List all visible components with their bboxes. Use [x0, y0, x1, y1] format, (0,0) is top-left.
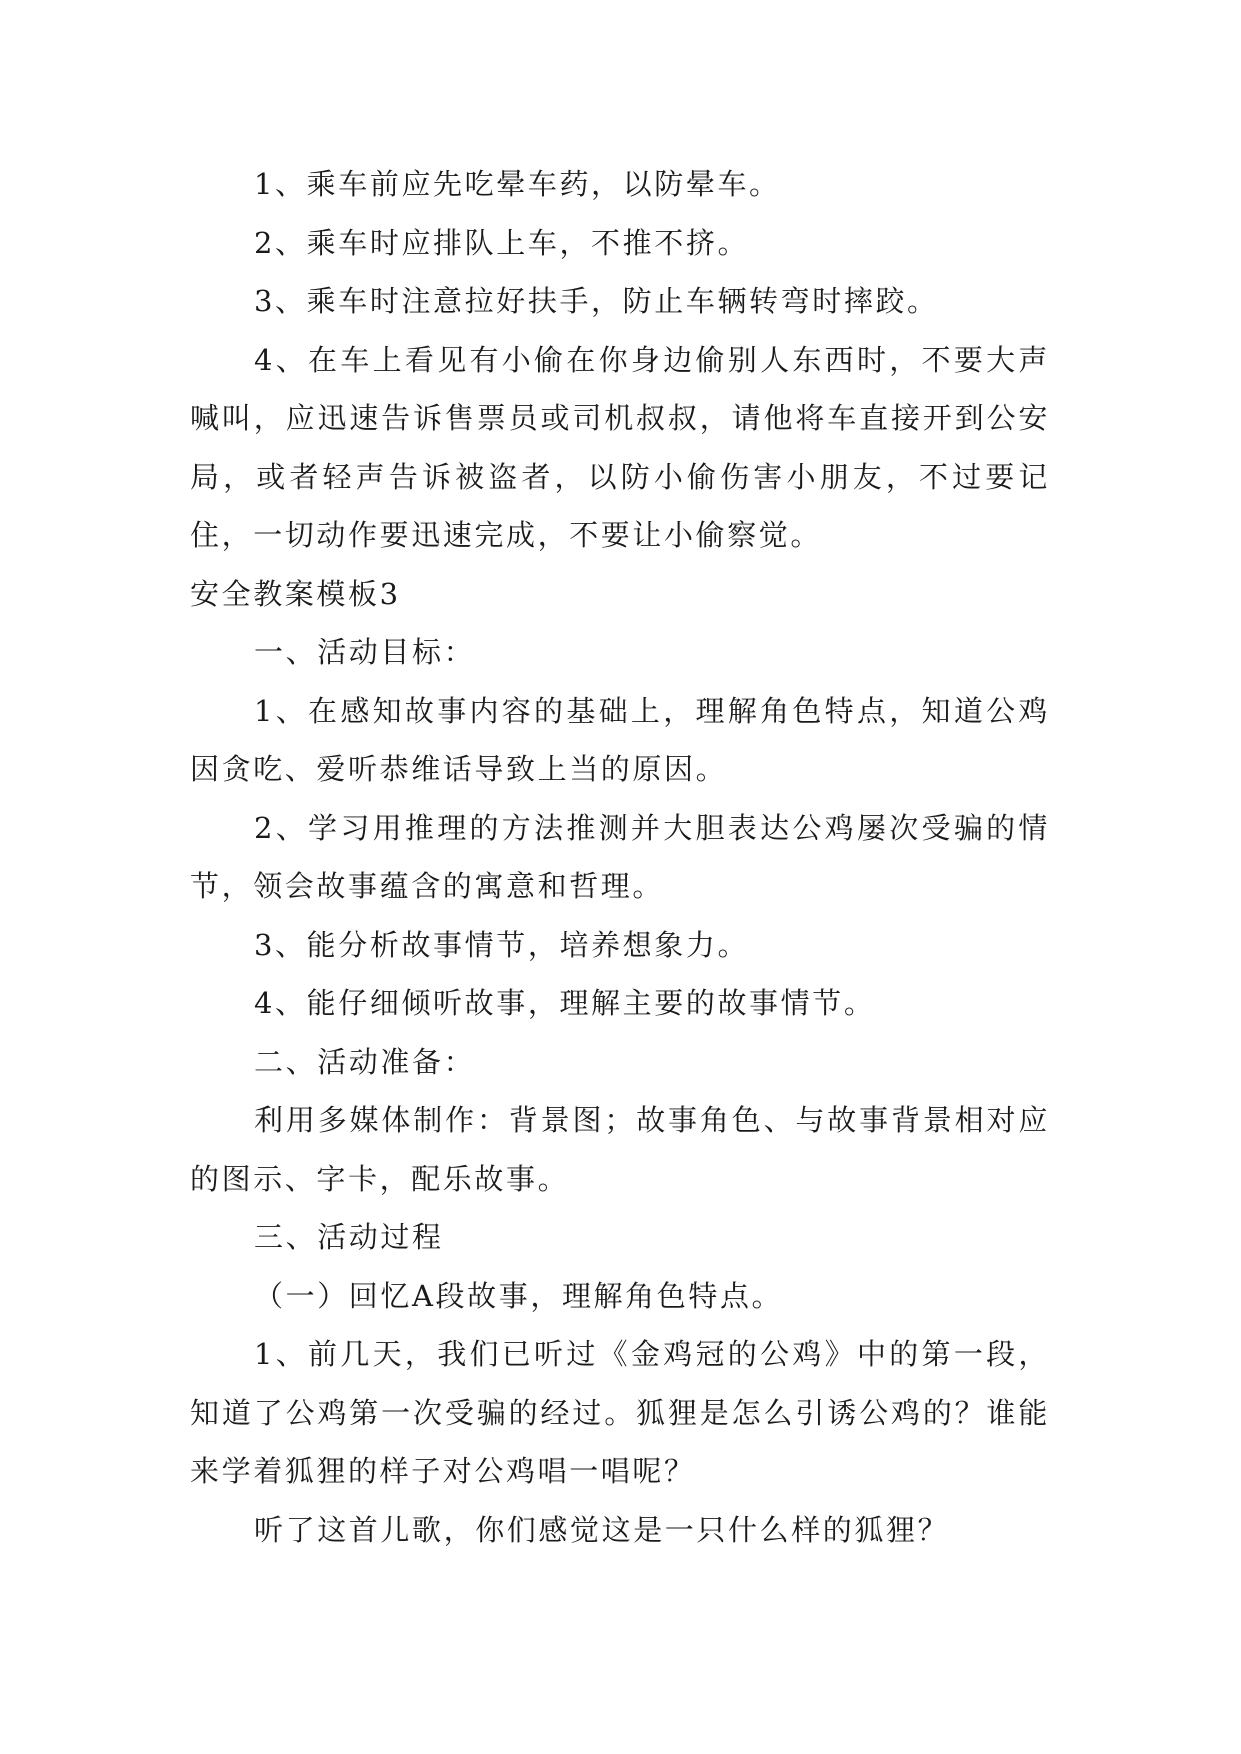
paragraph-activity-goals-heading: 一、活动目标：	[254, 635, 476, 669]
paragraph-process-question: 听了这首儿歌，你们感觉这是一只什么样的狐狸？	[254, 1512, 950, 1547]
paragraph-preparation: 利用多媒体制作：背景图；故事角色、与故事背景相对应的图示、字卡，配乐故事。	[190, 1103, 1050, 1196]
paragraph-2: 2、乘车时应排队上车，不推不挤。	[254, 225, 750, 260]
document-page	[190, 155, 1050, 1559]
paragraph-process-step-1: （一）回忆A段故事，理解角色特点。	[254, 1278, 784, 1313]
paragraph-goal-3: 3、能分析故事情节，培养想象力。	[254, 927, 750, 962]
paragraph-goal-4: 4、能仔细倾听故事，理解主要的故事情节。	[254, 986, 876, 1020]
paragraph-goal-1: 1、在感知故事内容的基础上，理解角色特点，知道公鸡因贪吃、爱听恭维话导致上当的原因。	[190, 693, 1050, 786]
paragraph-3: 3、乘车时注意拉好扶手，防止车辆转弯时摔跤。	[254, 284, 939, 318]
paragraph-4: 4、在车上看见有小偷在你身边偷别人东西时，不要大声喊叫，应迅速告诉售票员或司机叔叔，请他将车直接开到公安局，或者轻声告诉被盗者，以防小偷伤害小朋友，不过要记住，一切动作要迅速完成，不要让小偷察觉。	[190, 342, 1050, 552]
paragraph-process-1: 1、前几天，我们已听过《金鸡冠的公鸡》中的第一段，知道了公鸡第一次受骗的经过。狐狸是怎么引诱公鸡的？谁能来学着狐狸的样子对公鸡唱一唱呢？	[190, 1337, 1050, 1488]
paragraph-1: 1、乘车前应先吃晕车药，以防晕车。	[254, 167, 781, 201]
paragraph-goal-2: 2、学习用推理的方法推测并大胆表达公鸡屡次受骗的情节，领会故事蕴含的寓意和哲理。	[190, 810, 1050, 903]
paragraph-preparation-heading: 二、活动准备：	[254, 1044, 476, 1079]
section-heading: 安全教案模板3	[190, 576, 401, 611]
paragraph-process-heading: 三、活动过程	[254, 1220, 444, 1254]
